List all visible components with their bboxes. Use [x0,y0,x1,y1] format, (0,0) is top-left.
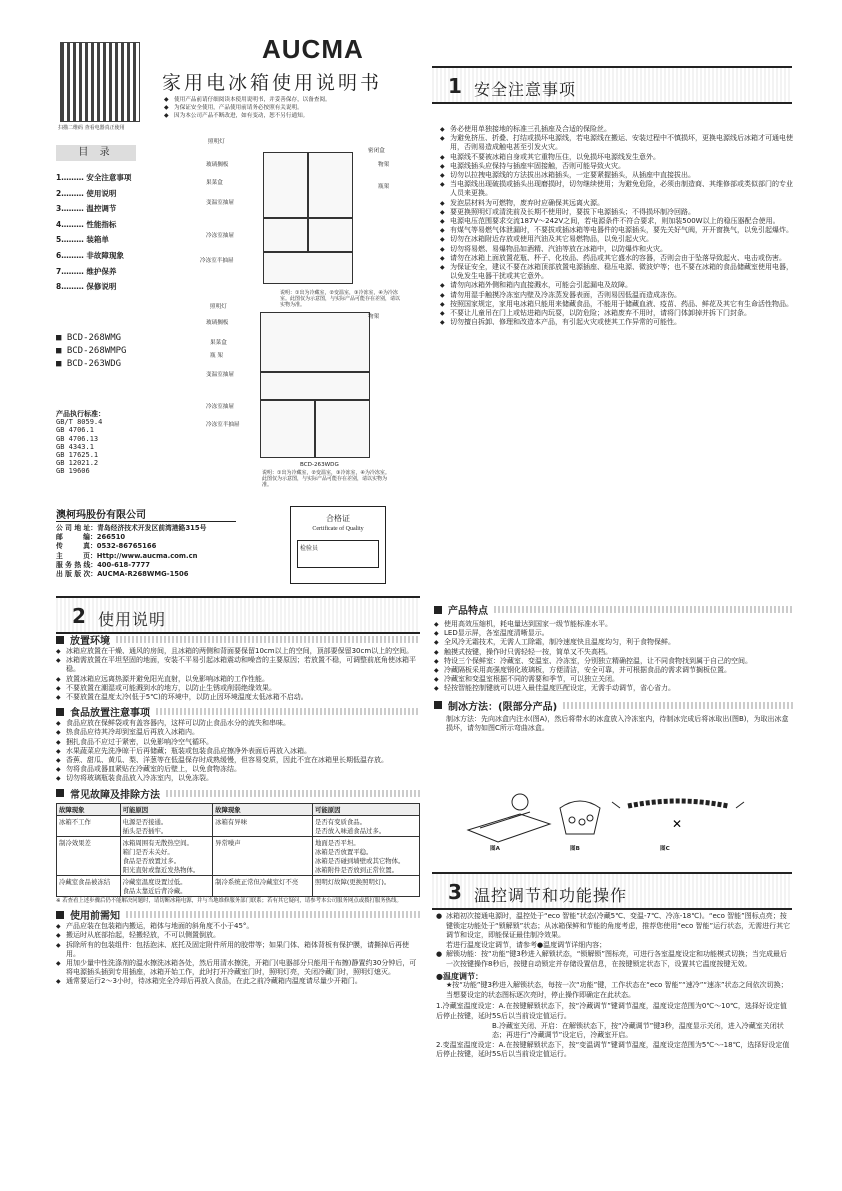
section3-header [432,872,792,910]
toc-title: 目 录 [56,145,136,161]
s3-item: ● 冰箱初次接通电源时，温控处于“eco 智能”状态(冷藏5℃、变温-7℃、冷冻-18℃)。“eco 智能”图标点亮；按键锁定功能处于“锁解锁”状态；从冰箱保鲜和节能的角度考虑，推荐您使用“eco 智能”运行状态，无需进行其它调节和设定，即能保证最佳制冷效果。 [436,912,791,940]
company-row: 出 版 版 次：AUCMA-R268WMG-1506 [56,570,189,579]
safety-item: ◆ 切勿擅自拆卸、修理和改造本产品，有引起火灾或使其工作异常的可能性。 [440,318,796,327]
standard-item: GB 19606 [56,467,90,476]
section-number: 3 [448,880,462,904]
step-item: 1.冷藏室温度设定：A.在按键解锁状态下，按“冷藏调节”键调节温度，温度设定范围为0℃～10℃，选择好设定值后停止按键，延时5S后以当前设定值运行。 [436,1002,787,1020]
ice-illustrations [460,788,760,858]
standard-item: GB 4706.1 [56,426,94,435]
safety-item: ◆ 切勿在冰箱附近存放或使用汽油及其它易燃物品，以免引起火灾。 [440,235,796,244]
section3-body [436,912,792,1060]
model-item: ■ BCD-263WDG [56,359,122,369]
label-variable-drawer-2: 变温室抽屉 [206,372,234,378]
label-rack: 物架 [378,162,390,168]
safety-item: ◆ 电源线插头应保持与插座牢固接触，否则可能导致火灾。 [440,162,796,171]
label-rack-2: 物架 [368,314,380,320]
toc-item[interactable]: 1……… 安全注意事项 [56,173,132,182]
cert-inspector: 检验员 [297,540,379,568]
company-row: 主 页：Http://www.aucma.com.cn [56,551,198,560]
notice-item: ◆ 使用产品前请仔细阅读本使用说明书，并妥善保存，以备查阅。 [164,96,424,104]
label-light-2: 照明灯 [210,304,227,310]
standard-item: GB 4343.1 [56,442,94,451]
qr-code [60,42,140,122]
company-row: 公 司 地 址：青岛经济技术开发区前湾港路315号 [56,524,207,532]
label-freezer-drawer: 冷冻室抽屉 [206,233,234,239]
food-title: 食品放置注意事项 [56,704,420,719]
standard-item: GB 17625.1 [56,451,99,460]
safety-item: ◆ 发泡层材料为可燃物，废弃时应确保其远离火源。 [440,199,796,208]
s3-item: 若进行温度设定调节，请参考●温度调节详细内容； [446,940,607,949]
label-glass-shelf-2: 玻璃搁板 [206,320,229,326]
safety-item: ◆ 当电源线出现破损或插头出现磨损时，切勿继续使用；为避免危险，必须由制造商、其维修部或类似部门的专业人员来更换。 [440,180,796,198]
safety-item: ◆ 为保证安全，建议不要在冰箱顶部放置电源插座、稳压电源、微波炉等；也不要在冰箱的食品储藏室使用电器，以免发生电器干扰或其它意外。 [440,263,796,281]
diagram2-model: BCD-263WDG [300,462,339,468]
temp-text: ★按“功能”键3秒进入解锁状态，每按一次“功能”键，工作状态在“eco 智能”“速冷”“速冻”状态之间依次切换；当想要设定的状态图标逐次亮时，停止操作即确定在此状态。 [446,981,788,999]
section-number: 1 [448,74,462,98]
toc-item[interactable]: 8……… 保修说明 [56,282,117,292]
safety-item: ◆ 按照国家规定，家用电冰箱只能用来储藏食品，不能用于储藏血液、疫苗、药品、鲜花及其它有生命活性物品。 [440,300,796,309]
label-freezer-drawer-2: 冷冻室抽屉 [206,404,234,410]
table-row: 制冷效果差 冰箱周围有无散热空间。 箱门是否未关好。 食品是否放置过多。 阳光直射或靠近发热物体。 异常噪声 地面是否平坦。 冰箱是否放置平稳。 冰箱是否碰到墙壁或其它物体。 冰箱附件是否放到正常位置。 [57,836,420,875]
table-header-row: 故障现象 可能原因 故障现象 可能原因 [57,803,420,815]
label-crisper-2: 果菜盒 [210,340,227,346]
toc-item[interactable]: 2……… 使用说明 [56,188,117,198]
model-item: ■ BCD-268WMG [56,333,122,343]
prep-list: ◆ 产品应装在包装箱内搬运，箱体与地面的斜角度不小于45°。 ◆ 搬运时从底部抬起，轻搬轻放，不可以侧置倒放。 ◆ 拆除所有的包装组件：包括泡沫、底托及固定附件所用的胶带等；如果门体、箱体背板有保护膜，请撕掉后再使用。 ◆ 用加少量中性洗涤剂的温水擦洗冰箱各处，然后用清水擦洗，开箱门(电器部分只能用干布擦)静置约30分钟后，可将电源插头插到专用插座，冰箱开始工作，此时打开冷藏室门时，照明灯亮，关闭冷藏门时，照明灯熄灭。 ◆ 通常要运行2～3小时，待冰箱完全冷却后再放入食品，在此之前冷藏箱内温度请尽量少开箱门。 [56,922,420,986]
safety-item: ◆ 请勿用湿手触摸冷冻室内壁及冷冻蒸发器表面，否则易因低温而造成冻伤。 [440,291,796,300]
cert-title: 合格证 [326,514,350,523]
safety-item: ◆ 请勿向冰箱外侧和箱内直接溅水，可能会引起漏电及故障。 [440,281,796,290]
label-freezer-half-2: 冷冻室半抽屉 [206,422,240,428]
safety-item: ◆ 有煤气等易燃气体泄漏时，不要拔或插冰箱等电器件的电源插头，要先关好气阀，开开窗换气，以免引起爆炸。 [440,226,796,235]
table-row: 冷藏室食品被冻结 冷藏室温度设置过低。 食品太靠近后背冷藏。 制冷系统正常但冷藏室灯不亮 照明灯故障(更换照明灯)。 [57,875,420,896]
notice-list [164,96,424,120]
toc-item[interactable]: 6……… 非故障现象 [56,250,124,260]
section-title: 温控调节和功能操作 [474,886,628,905]
section-title: 安全注意事项 [474,80,577,99]
label-glass-shelf: 玻璃搁板 [206,162,229,168]
safety-item: ◆ 请勿在冰箱上面放置花瓶、杯子、化妆品、药品或其它盛水的容器，否则会由于坠落导致起火、电击或伤害。 [440,254,796,263]
standards [56,410,105,476]
label-freezer-half-drawer: 冷冻室半抽屉 [200,258,234,264]
label-bottle-rack-2: 瓶 架 [210,353,223,359]
safety-item: ◆ 切勿将易燃、易爆物品如酒精、汽油等放在冰箱中，以防爆炸和火灾。 [440,245,796,254]
step-item: B.冷藏室关闭、开启：在解锁状态下，按“冷藏调节”键3秒，温度显示关闭，进入冷藏室关闭状态；再进行“冷藏调节”设定后，冷藏室开启。 [492,1021,784,1040]
model-list [56,332,126,371]
features-section [434,602,794,734]
toc-item[interactable]: 5……… 装箱单 [56,235,109,245]
table-row: 冰箱不工作 电源是否接通。 插头是否插牢。 冰箱有异味 是否有变质食品。 是否放入味道食品过多。 [57,815,420,836]
section-title: 使用说明 [98,610,167,629]
figure-label: 图C [660,846,670,852]
label-variable-drawer: 变温室抽屉 [206,200,234,206]
section-number: 2 [72,604,86,628]
company-row: 邮 编：266510 [56,533,126,542]
ice-tray-illustration [460,788,760,858]
safety-item: ◆ 要更换照明灯或清洗前及长期不使用时，要拔下电源插头；不得损坏制冷回路。 [440,208,796,217]
safety-item: ◆ 电源电压范围要求交流187V～242V之间，若电源条件不符合要求，则加装500W以上的稳压器配合使用。 [440,217,796,226]
company-row: 服 务 热 线：400-618-7777 [56,560,151,569]
fridge-diagram-2 [250,310,390,460]
safety-item: ◆ 务必使用单独接地的标准三孔插座及合适的保险丝。 [440,125,796,134]
standard-item: GB 4706.13 [56,434,99,443]
brand-logo: AUCMA [262,34,364,64]
env-list: ◆ 冰箱应放置在干燥、通风的房间，且冰箱的两侧和背面要保留10cm以上的空间，顶部要保留30cm以上的空间。 ◆ 冰箱需放置在平坦坚固的地面，安装不平易引起冰箱震动和噪音的主要原因；若放置不稳，可调整前底角使冰箱平稳。 ◆ 放置冰箱应远离热源并避免阳光直射，以免影响冰箱的工作性能。 ◆ 不要放置在潮湿或可能溅到水的地方，以防止生锈或削弱绝缘效果。 ◆ 不要放置在温度太冷(低于5℃)的环境中，以防止因环境温度太低冰箱不启动。 [56,647,420,702]
label-sealed-box: 密闭盒 [368,148,385,154]
s3-item: ● 解锁功能：按“功能”键3秒进入解锁状态，“锁解锁”图标亮，可进行各室温度设定和功能模式切换；当完成最后一次按键操作8秒后，按键自动锁定并存储设置信息，在按键锁定状态下，设置其它温度按键无效。 [436,950,787,968]
qr-caption: 扫描二维码 查看电器真正使用 [58,125,125,131]
prep-title: 使用前需知 [56,907,420,922]
safety-list [440,125,796,327]
features-list: ◆ 使用高效压缩机，耗电量达到国家一级节能标准水平。 ◆ LED显示屏，各室温度清晰显示。 ◆ 全风冷无霜技术，无需人工除霜，制冷速度快且温度均匀，利于食物保鲜。 ◆ 触摸式按键，操作时只需轻轻一按，简单又不失高档。 ◆ 特设三个保鲜室：冷藏室、变温室、冷冻室，分别独立精确控温，让不同食物找到属于自己的空间。 ◆ 冷藏隔板采用高强度钢化玻璃板，方便清洁，安全可靠，并可根据食品的需求调节搁板位置。 ◆ 冷藏室和变温室根据不同的需要和季节，可以独立关闭。 ◆ 轻按智能控制键就可以进入最佳温度匹配设定，无需手动调节，省心省力。 [434,620,794,694]
notice-item: ◆ 为保证安全使用，产品使用前请务必按照有关说明。 [164,104,424,112]
toc-item[interactable]: 3……… 温控调节 [56,204,117,214]
figure-label: 图A [490,846,500,852]
cert-subtitle: Certificate of Quality [312,526,364,532]
toc-item[interactable]: 7……… 维护保养 [56,266,117,276]
label-bottle-rack: 瓶架 [378,184,390,190]
company-info [56,524,206,579]
section2-header [56,596,420,634]
toc-list [56,170,131,295]
standard-item: GB/T 8059.4 [56,418,103,427]
standard-item: GB 12021.2 [56,459,99,468]
svg-text:✕: ✕ [672,817,683,831]
ice-text: 制冰方法：先向冰盒内注水(图A)，然后将带水的冰盒放入冷冻室内，待制冰完成后将冰取出(图B)，为取出冰盒损坏，请勿如图C所示弯曲冰盒。 [446,714,789,733]
faults-table [56,803,420,897]
safety-item: ◆ 不要让儿童吊在门上或钻进箱内玩耍，以防危险；冰箱废弃不用时，请将门体卸掉并拆下门封条。 [440,309,796,318]
faults-note: ※ 若查看上述步骤后仍不能解决问题时，请切断冰箱电源，并与当地维修服务部门联系；若有其它疑问，请参考本公司服务网点或拨打服务热线。 [56,897,402,904]
temp-title: ●温度调节： [436,971,483,981]
features-title: 产品特点 [434,602,794,617]
section2-body [56,632,420,987]
figure-label: 图B [570,846,580,852]
toc-item[interactable]: 4……… 性能指标 [56,219,117,229]
label-crisper: 果菜盒 [206,180,223,186]
safety-item: ◆ 切勿以拉拽电源线的方法拔出冰箱插头，一定要紧握插头，从插座中直接拔出。 [440,171,796,180]
certificate [290,506,386,584]
food-list: ◆ 食品应放在保鲜袋或有盖容器内，这样可以防止食品水分的流失和串味。 ◆ 热食品应待其冷却到室温后再放入冰箱内。 ◆ 捆扎食品不应过于紧密，以免影响冷空气循环。 ◆ 水果蔬菜应先洗净晾干后再储藏；瓶装或包装食品应擦净外表面后再放入冰箱。 ◆ 香蕉、甜瓜、黄瓜、梨、洋葱等在低温保存时成熟缓慢，但容易变质，因此不宜在冰箱里长期低温存放。 ◆ 勿将食品或器皿紧贴在冷藏室的后壁上，以免食物冻结。 ◆ 切勿将玻璃瓶装食品放入冷冻室内，以免冻裂。 [56,719,420,783]
section1-header [432,66,792,104]
ice-title: 制冰方法：(限部分产品) [434,698,794,713]
model-item: ■ BCD-268WMPG [56,346,127,356]
diagram2-note: 说明：①出为冷藏室，②变温室，③冷冻室，④为冷冻室。此图仅为示意图，与实际产品可能存在差别，请以实物为准。 [262,470,390,488]
company-name: 澳柯玛股份有限公司 [56,506,236,522]
faults-title: 常见故障及排除方法 [56,786,420,801]
env-title: 放置环境 [56,632,420,647]
fridge-diagram-1 [245,148,385,286]
diagram1-note: 说明：①出为冷藏室，②变温室，③冷冻室，④为冷冻室。此图仅为示意图，与实际产品可能存在差别，请以实物为准。 [280,290,401,308]
notice-item: ◆ 因为本公司产品不断改进，如有变动，恕不另行通知。 [164,112,424,120]
label-light: 照明灯 [208,139,225,145]
standards-title: 产品执行标准： [56,410,105,418]
safety-item: ◆ 电源线不要被冰箱自身或其它重物压住，以免损坏电源线发生意外。 [440,153,796,162]
company-row: 传 真：0532-86765166 [56,542,157,551]
page-title: 家用电冰箱使用说明书 [162,72,383,94]
step-item: 2.变温室温度设定：A.在按键解锁状态下，按“变温调节”键调节温度，温度设定范围为5℃～-18℃，选择好设定值后停止按键，延时5S后以当前设定值运行。 [436,1040,790,1059]
safety-item: ◆ 为避免挤压、折叠、打结或损坏电源线，若电源线在搬运、安装过程中不慎损坏，更换电源线后冰箱才可通电使用，否则易造成触电甚至引发火灾。 [440,134,796,152]
